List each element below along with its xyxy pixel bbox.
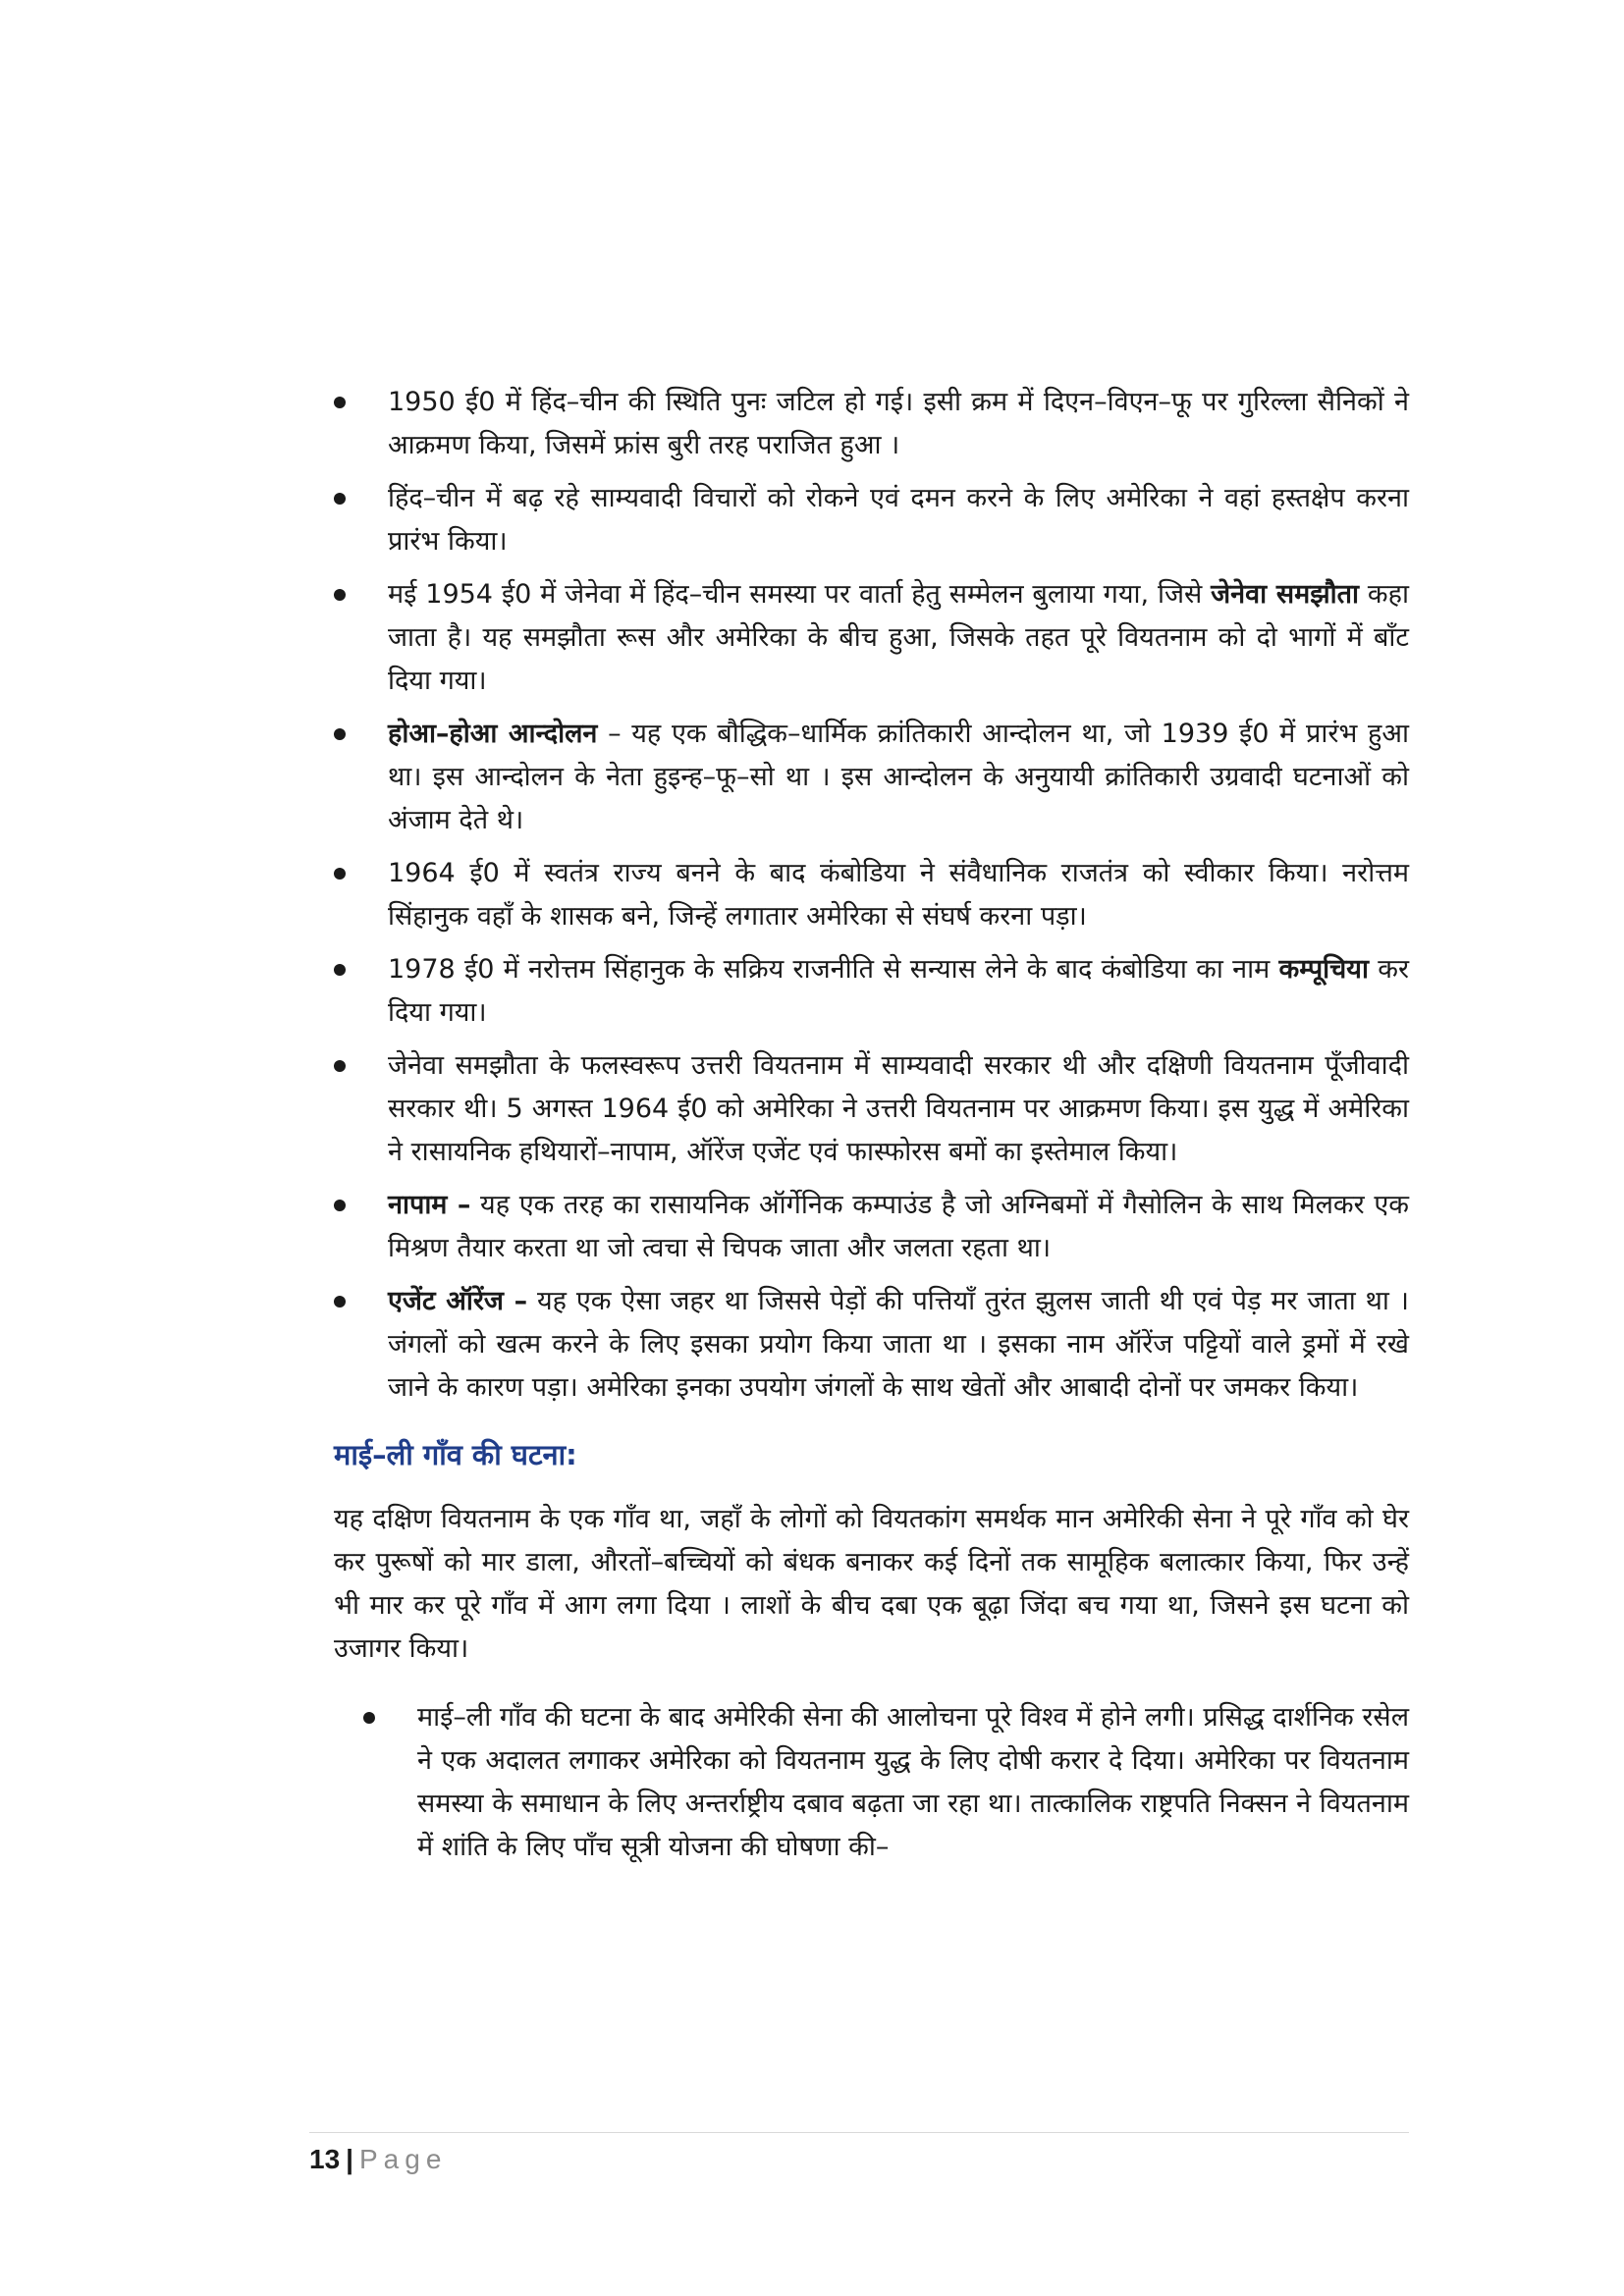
list-item-text: 1964 ई0 में स्वतंत्र राज्य बनने के बाद कंबोडिया ने संवैधानिक राजतंत्र को स्वीकार किया। नरोत्तम सिंहानुक वहाँ के शासक बने, जिन्हें लगातार अमेरिका से संघर्ष करना पड़ा। [388, 858, 1409, 932]
list-item-text: हिंद–चीन में बढ़ रहे साम्यवादी विचारों को रोकने एवं दमन करने के लिए अमेरिका ने वहां हस्तक्षेप करना प्रारंभ किया। [388, 483, 1409, 557]
bullet-icon [334, 1060, 346, 1072]
list-item [334, 1280, 1409, 1410]
list-item-text-after: कहा जाता है। यह समझौता रूस और अमेरिका के बीच हुआ, जिसके तहत पूरे वियतनाम को दो भागों में बाँट दिया गया। [388, 579, 1409, 696]
page-footer [309, 2142, 447, 2177]
bullet-icon [334, 589, 346, 601]
list-item-bold-term: जेनेवा समझौता [1211, 579, 1360, 610]
list-item-bold-term: नापाम – [388, 1190, 471, 1220]
bullet-icon [334, 1200, 346, 1211]
page-content [334, 381, 1409, 1879]
bullet-icon [334, 1296, 346, 1308]
footer-divider [309, 2132, 1409, 2133]
main-bullet-list [334, 381, 1409, 1410]
sub-bullet-list [334, 1696, 1409, 1869]
bullet-icon [334, 964, 346, 976]
list-item-text: मई 1954 ई0 में जेनेवा में हिंद–चीन समस्या पर वार्ता हेतु सम्मेलन बुलाया गया, जिसे [388, 579, 1212, 610]
section-heading: माई–ली गाँव की घटना: [334, 1438, 577, 1471]
list-item-text-after: कर दिया गया। [388, 954, 1409, 1028]
list-item [334, 573, 1409, 703]
list-item-text: – यह एक बौद्धिक–धार्मिक क्रांतिकारी आन्दोलन था, जो 1939 ई0 में प्रारंभ हुआ था। इस आन्दोलन के नेता हुइन्ह–फू–सो था । इस आन्दोलन के अनुयायी क्रांतिकारी उग्रवादी घटनाओं को अंजाम देते थे। [388, 719, 1409, 835]
list-item [363, 1696, 1409, 1869]
bullet-icon [334, 728, 346, 740]
list-item [334, 713, 1409, 842]
list-item-text: यह एक तरह का रासायनिक ऑर्गेनिक कम्पाउंड है जो अग्निबमों में गैसोलिन के साथ मिलकर एक मिश्रण तैयार करता था जो त्वचा से चिपक जाता और जलता रहता था। [388, 1190, 1409, 1263]
bullet-icon [334, 493, 346, 505]
list-item-text: माई–ली गाँव की घटना के बाद अमेरिकी सेना की आलोचना पूरे विश्व में होने लगी। प्रसिद्ध दार्शनिक रसेल ने एक अदालत लगाकर अमेरिका को वियतनाम युद्ध के लिए दोषी करार दे दिया। अमेरिका पर वियतनाम समस्या के समाधान के लिए अन्तर्राष्ट्रीय दबाव बढ़ता जा रहा था। तात्कालिक राष्ट्रपति निक्सन ने वियतनाम में शांति के लिए पाँच सूत्री योजना की घोषणा की– [417, 1702, 1409, 1862]
list-item [334, 477, 1409, 563]
bullet-icon [363, 1712, 375, 1724]
page-label: Page [359, 2144, 448, 2174]
list-item-bold-term: होआ–होआ आन्दोलन [388, 719, 598, 749]
list-item [334, 381, 1409, 467]
section-paragraph: यह दक्षिण वियतनाम के एक गाँव था, जहाँ के लोगों को वियतकांग समर्थक मान अमेरिकी सेना ने पूरे गाँव को घेर कर पुरूषों को मार डाला, औरतों–बच्चियों को बंधक बनाकर कई दिनों तक सामूहिक बलात्कार किया, फिर उन्हें भी मार कर पूरे गाँव में आग लगा दिया । लाशों के बीच दबा एक बूढ़ा जिंदा बच गया था, जिसने इस घटना को उजागर किया। [334, 1504, 1409, 1664]
list-item [334, 948, 1409, 1035]
bullet-icon [334, 868, 346, 880]
list-item [334, 852, 1409, 938]
list-item-bold-term: एजेंट ऑरेंज – [388, 1286, 528, 1316]
list-item [334, 1184, 1409, 1270]
footer-separator: | [346, 2144, 353, 2174]
list-item-text: यह एक ऐसा जहर था जिससे पेड़ों की पत्तियाँ तुरंत झुलस जाती थी एवं पेड़ मर जाता था । जंगलों को खत्म करने के लिए इसका प्रयोग किया जाता था । इसका नाम ऑरेंज पट्टियों वाले ड्रमों में रखे जाने के कारण पड़ा। अमेरिका इनका उपयोग जंगलों के साथ खेतों और आबादी दोनों पर जमकर किया। [388, 1286, 1409, 1403]
bullet-icon [334, 397, 346, 408]
list-item-text: 1978 ई0 में नरोत्तम सिंहानुक के सक्रिय राजनीति से सन्यास लेने के बाद कंबोडिया का नाम [388, 954, 1279, 985]
list-item-text: जेनेवा समझौता के फलस्वरूप उत्तरी वियतनाम में साम्यवादी सरकार थी और दक्षिणी वियतनाम पूँजीवादी सरकार थी। 5 अगस्त 1964 ई0 को अमेरिका ने उत्तरी वियतनाम पर आक्रमण किया। इस युद्ध में अमेरिका ने रासायनिक हथियारों–नापाम, ऑरेंज एजेंट एवं फास्फोरस बमों का इस्तेमाल किया। [388, 1050, 1409, 1167]
list-item-text: 1950 ई0 में हिंद–चीन की स्थिति पुनः जटिल हो गई। इसी क्रम में दिएन–विएन–फू पर गुरिल्ला सैनिकों ने आक्रमण किया, जिसमें फ्रांस बुरी तरह पराजित हुआ । [388, 387, 1409, 460]
list-item [334, 1044, 1409, 1174]
list-item-bold-term: कम्पूचिया [1278, 954, 1369, 985]
page-number: 13 [309, 2144, 341, 2174]
